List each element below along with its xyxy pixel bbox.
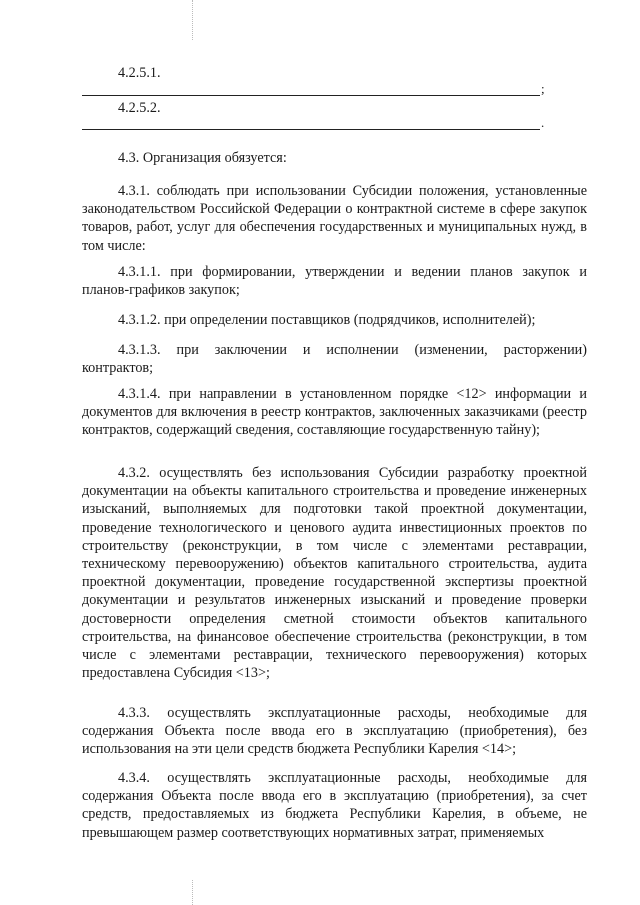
clause-4-3-1-2: 4.3.1.2. при определении поставщиков (подрядчиков, исполнителей); xyxy=(118,312,536,328)
scan-crop-mark xyxy=(192,0,193,40)
clause-4-3-2: 4.3.2. осуществлять без использования Субсидии разработку проектной документации на объекты капитального строительства и проведение инженерных изысканий, выполняемых для подготовки такой проектной документации, проведение технологического и ценового аудита инвестиционных проектов по строительству (реконструкции, в том числе с элементами реставрации, техническому перевооружению) объектов капитального строительства, аудита проектной документации, проведение государственной экспертизы проектной документации и результатов инженерных изысканий и проведение проверки достоверности определения сметной стоимости объектов капитального строительства, на финансовое обеспечение строительства (реконструкции, в том числе с элементами реставрации, технического перевооружения) которых предоставлена Субсидия <13>; xyxy=(82,465,587,682)
clause-4-3-1-3: 4.3.1.3. при заключении и исполнении (изменении, расторжении) контрактов; xyxy=(82,342,587,377)
clause-4-3-3: 4.3.3. осуществлять эксплуатационные расходы, необходимые для содержания Объекта после ввода его в эксплуатацию (приобретения), без использования на эти цели средств бюджета Республики Карелия <14>; xyxy=(82,705,587,758)
clause-4-2-5-1-label: 4.2.5.1. xyxy=(118,65,161,81)
clause-4-3: 4.3. Организация обязуется: xyxy=(118,150,287,166)
clause-4-2-5-1-end-mark: ; xyxy=(541,81,545,96)
clause-4-2-5-1-fill-line xyxy=(82,95,540,96)
clause-4-3-1-1: 4.3.1.1. при формировании, утверждении и ведении планов закупок и планов-графиков закупок; xyxy=(82,264,587,299)
clause-4-3-4: 4.3.4. осуществлять эксплуатационные расходы, необходимые для содержания Объекта после ввода его в эксплуатацию (приобретения), за счет средств, предоставляемых из бюджета Республики Карелия, в объеме, не превышающем размер соответствующих нормативных затрат, применяемых xyxy=(82,770,587,841)
clause-4-3-1-4: 4.3.1.4. при направлении в установленном порядке <12> информации и документов для включения в реестр контрактов, заключенных заказчиками (реестр контрактов, содержащий сведения, составляющие государственную тайну); xyxy=(82,386,587,439)
clause-4-2-5-2-end-mark: . xyxy=(541,115,545,130)
clause-4-2-5-2-label: 4.2.5.2. xyxy=(118,100,161,116)
clause-4-3-1: 4.3.1. соблюдать при использовании Субсидии положения, установленные законодательством Российской Федерации о контрактной системе в сфере закупок товаров, работ, услуг для обеспечения государственных и муниципальных нужд, в том числе: xyxy=(82,183,587,254)
scan-crop-mark-bottom xyxy=(192,880,193,905)
clause-4-2-5-2-fill-line xyxy=(82,129,540,130)
